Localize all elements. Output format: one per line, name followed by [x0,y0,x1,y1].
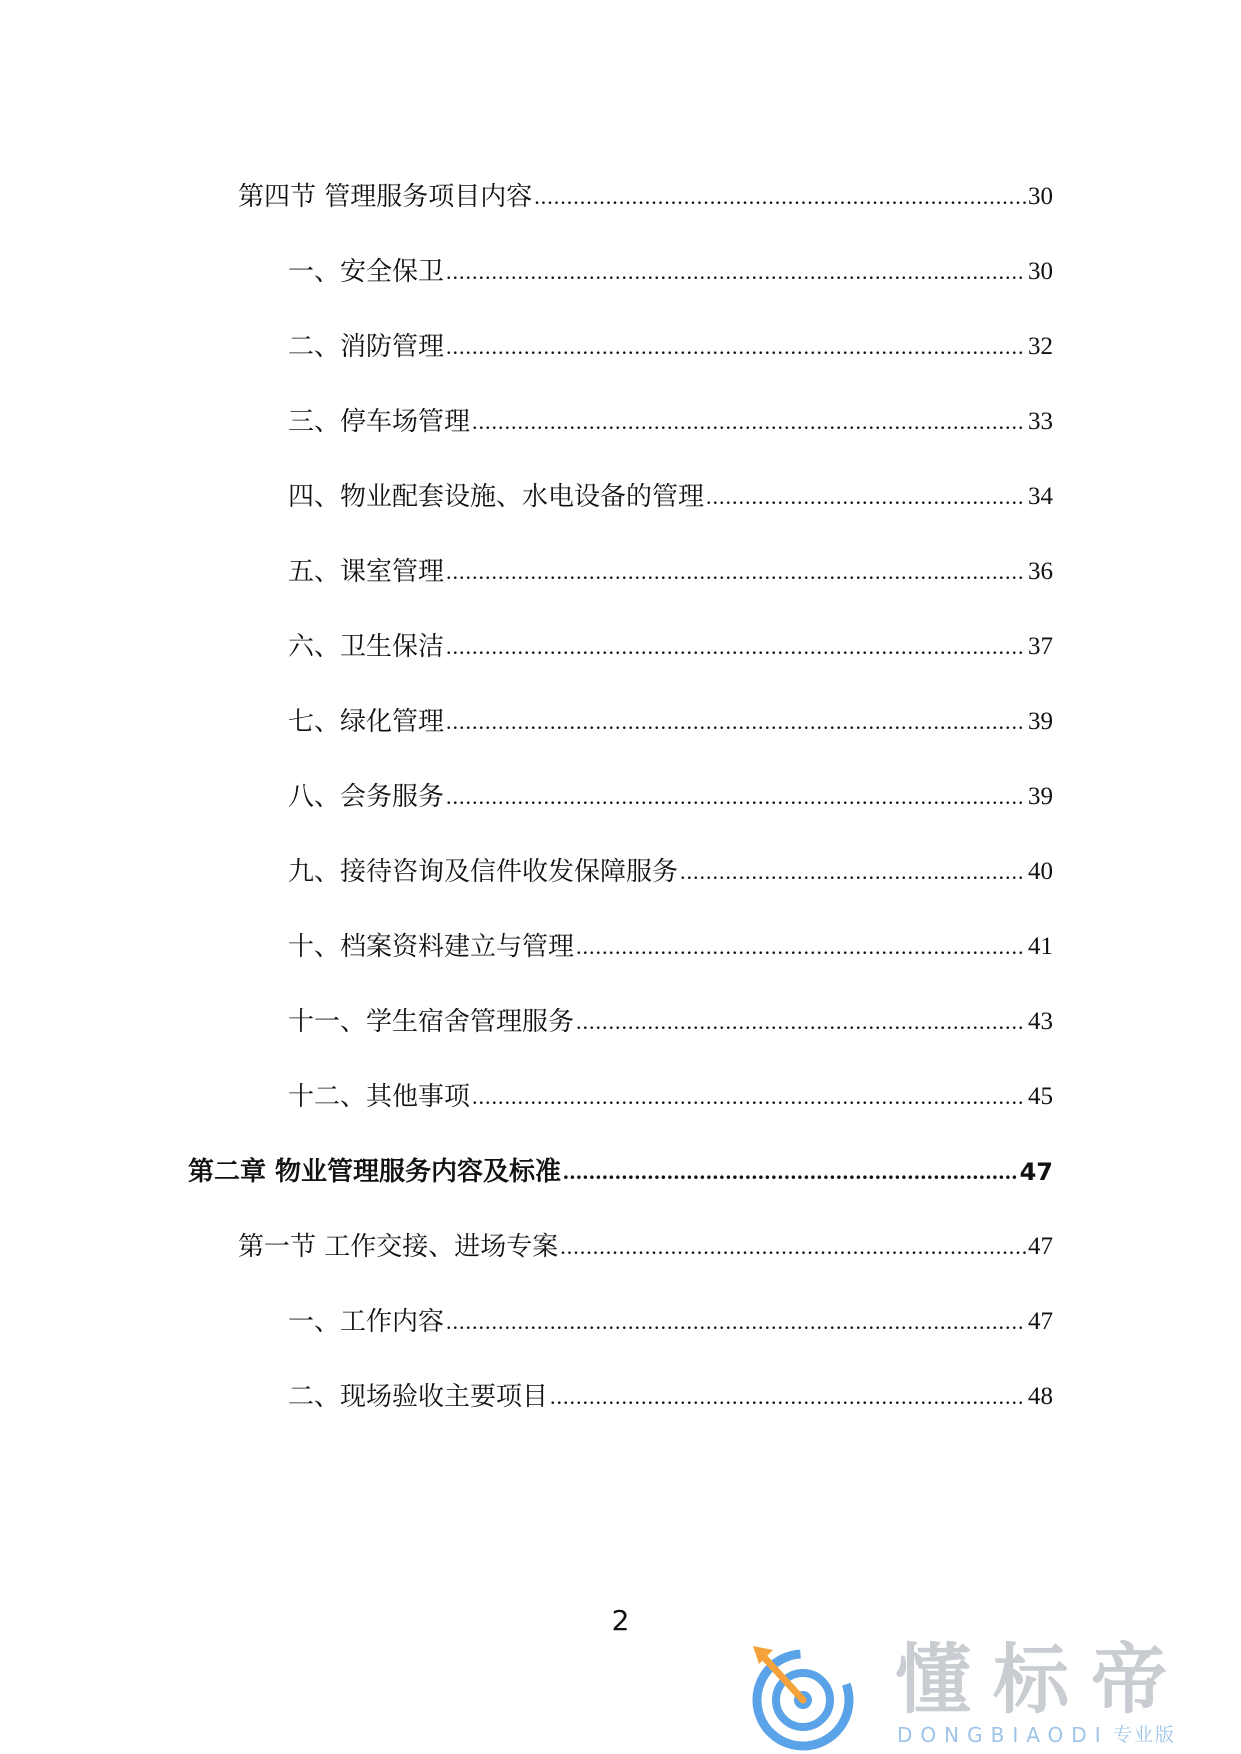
toc-entry[interactable] [288,849,1053,889]
toc-entry-page: 47 [1028,1233,1053,1260]
toc-entry-page: 40 [1028,858,1053,885]
toc-entry-title: 七、绿化管理 [288,707,445,737]
toc-dot-leader [560,1232,1026,1262]
toc-entry[interactable] [288,249,1053,289]
toc-entry-title: 一、工作内容 [288,1307,445,1337]
toc-dot-leader [446,557,1026,587]
toc-entry-title: 十、档案资料建立与管理 [288,932,575,962]
toc-entry-title: 一、安全保卫 [288,257,445,287]
toc-entry-title: 三、停车场管理 [288,407,471,437]
toc-entry-title: 八、会务服务 [288,782,445,812]
toc-entry[interactable] [288,774,1053,814]
toc-entry-title: 第四节 管理服务项目内容 [238,182,533,212]
toc-dot-leader [472,1082,1026,1112]
toc-entry-page: 41 [1028,933,1053,960]
toc-entry-page: 36 [1028,558,1053,585]
toc-entry-page: 33 [1028,408,1053,435]
toc-dot-leader [576,932,1026,962]
toc-entry-page: 34 [1028,483,1053,510]
toc-entry-title: 二、现场验收主要项目 [288,1382,549,1412]
toc-entry-title: 四、物业配套设施、水电设备的管理 [288,482,705,512]
toc-dot-leader [472,407,1026,437]
toc-entry-page: 39 [1028,783,1053,810]
watermark-pinyin: DONGBIAODI [897,1723,1109,1747]
toc-entry[interactable] [288,399,1053,439]
toc-entry-title: 第二章 物业管理服务内容及标准 [188,1157,562,1187]
toc-entry-page: 37 [1028,633,1053,660]
toc-entry-page: 39 [1028,708,1053,735]
toc-dot-leader [680,857,1026,887]
toc-entry[interactable] [288,924,1053,964]
page-number: 2 [611,1604,630,1637]
toc-entry[interactable] [288,699,1053,739]
toc-dot-leader [446,707,1026,737]
toc-entry-page: 48 [1028,1383,1053,1410]
toc-entry[interactable] [288,1074,1053,1114]
toc-dot-leader [446,632,1026,662]
watermark-edition: 专业版 [1113,1724,1177,1746]
toc-dot-leader [576,1007,1026,1037]
toc-entry-title: 十二、其他事项 [288,1082,471,1112]
toc-entry[interactable] [238,174,1053,214]
toc-entry-title: 五、课室管理 [288,557,445,587]
toc-entry[interactable] [288,624,1053,664]
toc-entry[interactable] [288,549,1053,589]
toc-dot-leader [446,1307,1026,1337]
toc-entry[interactable] [238,1224,1053,1264]
toc-dot-leader [534,182,1026,212]
toc-dot-leader [446,257,1026,287]
toc-entry-title: 二、消防管理 [288,332,445,362]
toc-dot-leader [550,1382,1026,1412]
toc-dot-leader [706,482,1026,512]
target-arrow-icon [745,1636,865,1754]
toc-entry[interactable] [288,324,1053,364]
toc-entry-page: 43 [1028,1008,1053,1035]
toc-dot-leader [446,332,1026,362]
watermark [745,1636,1215,1750]
toc-entry-title: 六、卫生保洁 [288,632,445,662]
toc-dot-leader [563,1157,1018,1187]
watermark-brand: 懂标帝 [895,1635,1189,1724]
toc-entry[interactable] [288,999,1053,1039]
toc-entry-title: 十一、学生宿舍管理服务 [288,1007,575,1037]
toc-entry-page: 45 [1028,1083,1053,1110]
toc-entry-page: 47 [1019,1158,1053,1186]
toc-entry-page: 30 [1028,258,1053,285]
toc-entry[interactable] [288,1374,1053,1414]
toc-entry-page: 47 [1028,1308,1053,1335]
toc-entry[interactable] [288,1299,1053,1339]
toc-entry-chapter[interactable] [188,1149,1053,1189]
toc-entry-page: 30 [1028,183,1053,210]
toc-dot-leader [446,782,1026,812]
toc-entry[interactable] [288,474,1053,514]
toc-entry-page: 32 [1028,333,1053,360]
toc-entry-title: 第一节 工作交接、进场专案 [238,1232,559,1262]
toc-entry-title: 九、接待咨询及信件收发保障服务 [288,857,679,887]
